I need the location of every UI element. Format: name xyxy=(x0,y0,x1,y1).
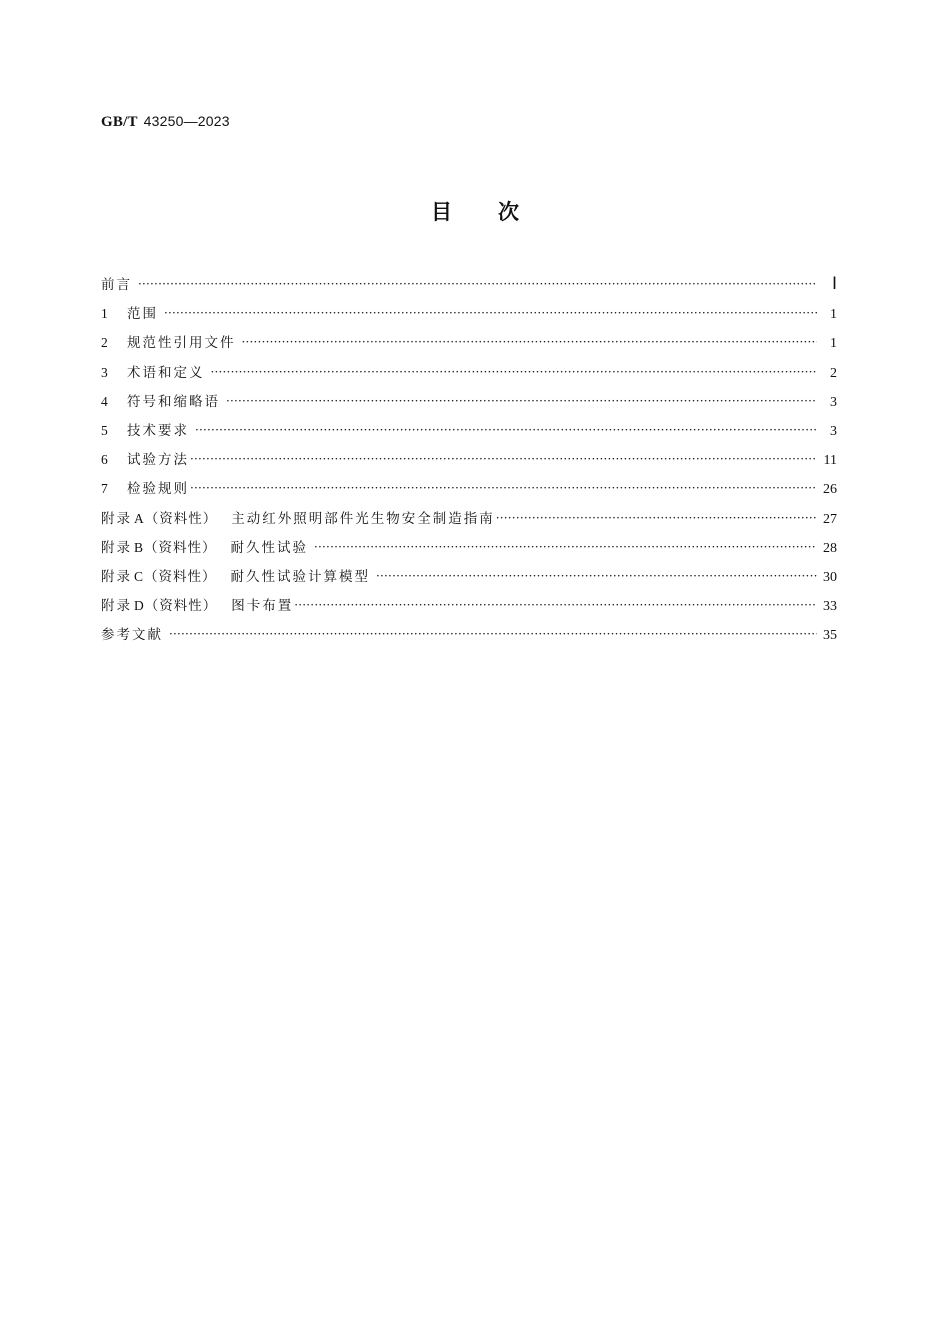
toc-entry-label: 参考文献 xyxy=(101,627,163,644)
toc-entry-appendix-a[interactable] xyxy=(101,507,837,536)
dot-leader xyxy=(242,335,818,349)
toc-entry-label: 耐久性试验 xyxy=(230,539,309,556)
toc-entry-page: 28 xyxy=(823,540,837,556)
toc-entry-6[interactable] xyxy=(101,448,837,477)
dot-leader xyxy=(138,277,817,291)
toc-entry-page: 11 xyxy=(823,453,837,469)
toc-entry-label: 前言 xyxy=(101,277,132,293)
appendix-letter: C xyxy=(134,568,144,584)
dot-leader xyxy=(314,540,817,554)
toc-entry-label: 图卡布置 xyxy=(231,598,294,615)
appendix-type: （资料性） xyxy=(144,510,218,527)
dot-leader xyxy=(376,569,817,583)
toc-entry-5[interactable] xyxy=(101,419,837,448)
dot-leader xyxy=(169,627,817,641)
appendix-letter: A xyxy=(134,510,144,526)
toc-entry-page: 30 xyxy=(823,569,837,585)
toc-entry-label: 主动红外照明部件光生物安全制造指南 xyxy=(231,510,495,527)
dot-leader xyxy=(190,481,817,495)
toc-entry-page: 35 xyxy=(823,628,837,644)
toc-entry-number: 2 xyxy=(101,335,108,351)
dot-leader xyxy=(294,598,817,612)
standard-header xyxy=(101,113,230,131)
toc-entry-label: 规范性引用文件 xyxy=(127,335,236,352)
toc-entry-page: 33 xyxy=(823,599,837,615)
toc-entry-references[interactable] xyxy=(101,623,837,652)
appendix-type: （资料性） xyxy=(144,598,218,615)
toc-entry-page: 3 xyxy=(830,394,837,410)
toc-entry-page: 27 xyxy=(823,511,837,527)
standard-number: 43250—2023 xyxy=(143,113,230,129)
toc-entry-page: 26 xyxy=(823,482,837,498)
title-char-1: 目 xyxy=(431,200,452,224)
page-title xyxy=(0,196,950,226)
toc-entry-label: 术语和定义 xyxy=(127,364,205,381)
toc-entry-page: 3 xyxy=(830,423,837,439)
toc-entry-number: 7 xyxy=(101,481,108,497)
toc-entry-appendix-c[interactable] xyxy=(101,565,837,594)
toc-entry-foreword[interactable] xyxy=(101,273,837,302)
toc-entry-appendix-b[interactable] xyxy=(101,536,837,565)
dot-leader xyxy=(496,511,817,525)
toc-entry-label: 符号和缩略语 xyxy=(127,393,220,410)
toc-entry-page: 1 xyxy=(830,336,837,352)
appendix-type: （资料性） xyxy=(144,539,217,556)
toc-entry-number: 4 xyxy=(101,393,108,409)
toc-entry-3[interactable] xyxy=(101,361,837,390)
toc-entry-7[interactable] xyxy=(101,477,837,506)
appendix-prefix: 附录 xyxy=(101,539,132,556)
table-of-contents xyxy=(101,273,837,652)
toc-entry-page: 1 xyxy=(830,307,837,323)
toc-entry-number: 1 xyxy=(101,306,108,322)
toc-entry-number: 5 xyxy=(101,422,108,438)
appendix-type: （资料性） xyxy=(144,568,217,585)
toc-entry-label: 技术要求 xyxy=(127,422,189,439)
toc-entry-page: 2 xyxy=(830,365,837,381)
appendix-prefix: 附录 xyxy=(101,568,132,585)
toc-entry-label: 耐久性试验计算模型 xyxy=(230,568,371,585)
toc-entry-1[interactable] xyxy=(101,302,837,331)
toc-entry-page: Ⅰ xyxy=(831,274,837,293)
toc-entry-label: 范围 xyxy=(127,306,158,323)
title-char-2: 次 xyxy=(498,200,519,224)
dot-leader xyxy=(226,394,817,408)
appendix-prefix: 附录 xyxy=(101,598,132,615)
toc-entry-number: 6 xyxy=(101,452,108,468)
toc-entry-number: 3 xyxy=(101,364,108,380)
dot-leader xyxy=(190,452,817,466)
toc-entry-4[interactable] xyxy=(101,390,837,419)
dot-leader xyxy=(164,306,817,320)
standard-code: GB/T xyxy=(101,114,138,130)
toc-entry-2[interactable] xyxy=(101,331,837,360)
appendix-prefix: 附录 xyxy=(101,510,132,527)
dot-leader xyxy=(195,423,817,437)
dot-leader xyxy=(211,365,818,379)
appendix-letter: B xyxy=(134,539,144,555)
toc-entry-appendix-d[interactable] xyxy=(101,594,837,623)
appendix-letter: D xyxy=(134,598,144,614)
toc-entry-label: 检验规则 xyxy=(127,481,189,498)
toc-entry-label: 试验方法 xyxy=(127,452,189,469)
